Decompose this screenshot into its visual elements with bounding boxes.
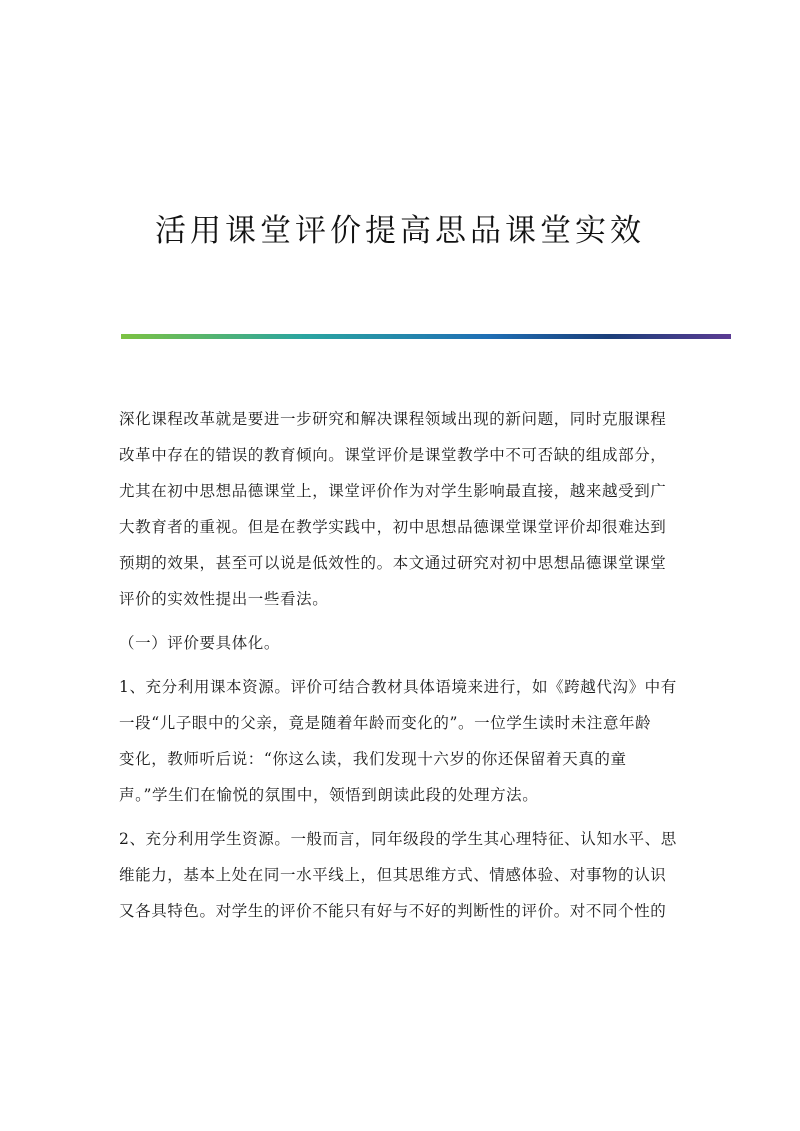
document-body	[119, 401, 685, 937]
point-1-paragraph	[119, 669, 685, 813]
paragraph-line: 尤其在初中思想品德课堂上，课堂评价作为对学生影响最直接，越来越受到广	[119, 482, 667, 500]
title-divider	[121, 334, 731, 339]
paragraph-line: 又各具特色。对学生的评价不能只有好与不好的判断性的评价。对不同个性的	[119, 902, 667, 920]
paragraph-line: 维能力，基本上处在同一水平线上，但其思维方式、情感体验、对事物的认识	[119, 866, 667, 884]
paragraph-line: 声。”学生们在愉悦的氛围中，领悟到朗读此段的处理方法。	[119, 786, 539, 804]
paragraph-line: 评价的实效性提出一些看法。	[119, 590, 329, 608]
section-heading	[119, 625, 685, 661]
paragraph-line: 变化，教师听后说：“你这么读，我们发现十六岁的你还保留着天真的童	[119, 750, 627, 768]
paragraph-line: 2、充分利用学生资源。一般而言，同年级段的学生其心理特征、认知水平、思	[119, 830, 677, 848]
paragraph-line: 大教育者的重视。但是在教学实践中，初中思想品德课堂课堂评价却很难达到	[119, 518, 667, 536]
intro-paragraph	[119, 401, 685, 617]
section-heading-text: （一）评价要具体化。	[119, 634, 281, 652]
document-title: 活用课堂评价提高思品课堂实效	[155, 212, 645, 249]
paragraph-line: 预期的效果，甚至可以说是低效性的。本文通过研究对初中思想品德课堂课堂	[119, 554, 667, 572]
point-2-paragraph	[119, 821, 685, 929]
paragraph-line: 1、充分利用课本资源。评价可结合教材具体语境来进行，如《跨越代沟》中有	[119, 678, 677, 696]
paragraph-line: 深化课程改革就是要进一步研究和解决课程领域出现的新问题，同时克服课程	[119, 410, 667, 428]
paragraph-line: 改革中存在的错误的教育倾向。课堂评价是课堂教学中不可否缺的组成部分，	[119, 446, 667, 464]
paragraph-line: 一段“儿子眼中的父亲，竟是随着年龄而变化的”。一位学生读时未注意年龄	[119, 714, 652, 732]
